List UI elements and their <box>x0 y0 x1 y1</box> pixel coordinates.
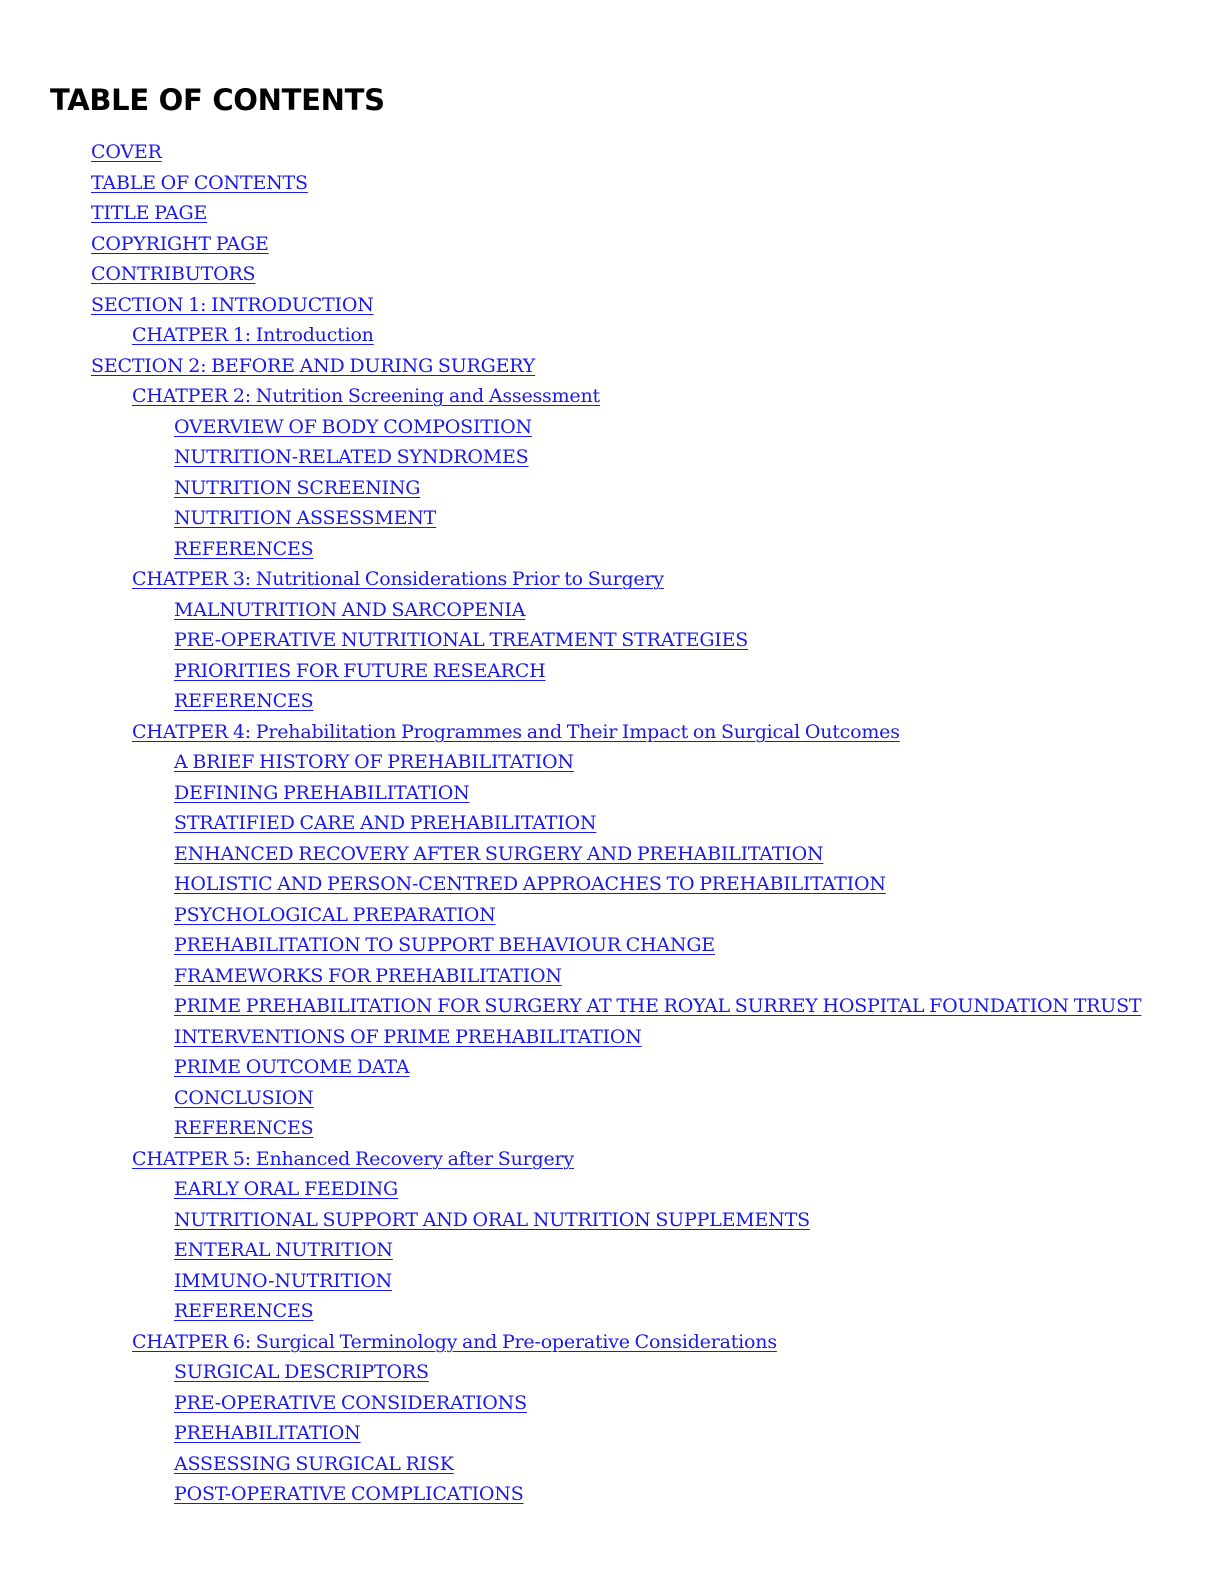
toc-entry <box>0 1480 1141 1511</box>
toc-entry <box>0 321 1141 352</box>
toc-entry <box>0 199 1141 230</box>
toc-link[interactable]: CHATPER 1: Introduction <box>132 324 374 346</box>
toc-link[interactable]: INTERVENTIONS OF PRIME PREHABILITATION <box>174 1025 642 1048</box>
toc-link[interactable]: CONCLUSION <box>174 1086 314 1109</box>
toc-link[interactable]: SECTION 2: BEFORE AND DURING SURGERY <box>91 354 536 377</box>
toc-heading: TABLE OF CONTENTS <box>50 83 385 117</box>
toc-link[interactable]: HOLISTIC AND PERSON-CENTRED APPROACHES TO PREHABILITATION <box>174 873 886 895</box>
toc-entry <box>0 657 1141 688</box>
toc-entry <box>0 413 1141 444</box>
toc-link[interactable]: TITLE PAGE <box>91 202 208 224</box>
toc-link[interactable]: REFERENCES <box>174 690 314 712</box>
toc-link[interactable]: CHATPER 4: Prehabilitation Programmes and Their Impact on Surgical Outcomes <box>132 720 900 743</box>
toc-entry <box>0 962 1141 993</box>
toc-link[interactable]: PRIORITIES FOR FUTURE RESEARCH <box>174 659 546 682</box>
toc-entry <box>0 687 1141 718</box>
toc-link[interactable]: ASSESSING SURGICAL RISK <box>174 1452 454 1475</box>
toc-link[interactable]: STRATIFIED CARE AND PREHABILITATION <box>174 812 597 834</box>
toc-entry <box>0 382 1141 413</box>
toc-link[interactable]: PREHABILITATION <box>174 1422 361 1444</box>
toc-link[interactable]: CHATPER 5: Enhanced Recovery after Surgery <box>132 1147 574 1170</box>
toc-entry <box>0 565 1141 596</box>
toc-link[interactable]: COPYRIGHT PAGE <box>91 232 269 255</box>
toc-entry <box>0 260 1141 291</box>
toc-entry <box>0 291 1141 322</box>
toc-entry <box>0 840 1141 871</box>
toc-link[interactable]: TABLE OF CONTENTS <box>91 171 308 194</box>
toc-link[interactable]: DEFINING PREHABILITATION <box>174 781 470 804</box>
toc-link[interactable]: FRAMEWORKS FOR PREHABILITATION <box>174 964 562 987</box>
toc-link[interactable]: REFERENCES <box>174 1300 314 1322</box>
toc-link[interactable]: CONTRIBUTORS <box>91 263 256 285</box>
toc-entry <box>0 596 1141 627</box>
toc-entry <box>0 1236 1141 1267</box>
toc-link[interactable]: CHATPER 6: Surgical Terminology and Pre-operative Considerations <box>132 1330 777 1353</box>
toc-link[interactable]: ENTERAL NUTRITION <box>174 1239 393 1261</box>
toc-link[interactable]: ENHANCED RECOVERY AFTER SURGERY AND PREHABILITATION <box>174 842 824 865</box>
toc-entry <box>0 779 1141 810</box>
toc-link[interactable]: PRIME PREHABILITATION FOR SURGERY AT THE ROYAL SURREY HOSPITAL FOUNDATION TRUST <box>174 995 1142 1017</box>
toc-link[interactable]: CHATPER 3: Nutritional Considerations Prior to Surgery <box>132 568 664 590</box>
toc-entry <box>0 1297 1141 1328</box>
toc-entry <box>0 931 1141 962</box>
toc-entry <box>0 230 1141 261</box>
toc-link[interactable]: PREHABILITATION TO SUPPORT BEHAVIOUR CHANGE <box>174 934 715 956</box>
toc-entry <box>0 870 1141 901</box>
toc-link[interactable]: EARLY ORAL FEEDING <box>174 1178 399 1200</box>
toc-link[interactable]: A BRIEF HISTORY OF PREHABILITATION <box>174 751 574 773</box>
toc-link[interactable]: PRE-OPERATIVE CONSIDERATIONS <box>174 1391 527 1414</box>
toc-link[interactable]: SURGICAL DESCRIPTORS <box>174 1361 429 1383</box>
toc-entry <box>0 1114 1141 1145</box>
toc-entry <box>0 1450 1141 1481</box>
toc-entry <box>0 474 1141 505</box>
toc-link[interactable]: REFERENCES <box>174 537 314 560</box>
toc-entry <box>0 1206 1141 1237</box>
toc-link[interactable]: IMMUNO-NUTRITION <box>174 1269 393 1292</box>
toc-link[interactable]: NUTRITION-RELATED SYNDROMES <box>174 446 529 468</box>
toc-entry <box>0 1084 1141 1115</box>
toc-link[interactable]: NUTRITION SCREENING <box>174 476 421 499</box>
toc-link[interactable]: SECTION 1: INTRODUCTION <box>91 293 374 316</box>
toc-link[interactable]: POST-OPERATIVE COMPLICATIONS <box>174 1483 524 1505</box>
toc-list <box>0 138 1141 1511</box>
toc-entry <box>0 901 1141 932</box>
toc-entry <box>0 443 1141 474</box>
toc-entry <box>0 1358 1141 1389</box>
toc-link[interactable]: PRIME OUTCOME DATA <box>174 1056 410 1078</box>
toc-entry <box>0 1328 1141 1359</box>
toc-entry <box>0 1389 1141 1420</box>
toc-entry <box>0 1053 1141 1084</box>
toc-entry <box>0 1145 1141 1176</box>
toc-link[interactable]: NUTRITIONAL SUPPORT AND ORAL NUTRITION SUPPLEMENTS <box>174 1208 810 1231</box>
toc-entry <box>0 809 1141 840</box>
toc-entry <box>0 535 1141 566</box>
toc-entry <box>0 169 1141 200</box>
toc-link[interactable]: OVERVIEW OF BODY COMPOSITION <box>174 415 532 438</box>
toc-link[interactable]: NUTRITION ASSESSMENT <box>174 507 437 529</box>
toc-entry <box>0 1419 1141 1450</box>
toc-entry <box>0 748 1141 779</box>
toc-entry <box>0 504 1141 535</box>
toc-link[interactable]: CHATPER 2: Nutrition Screening and Assessment <box>132 385 600 407</box>
toc-link[interactable]: REFERENCES <box>174 1117 314 1139</box>
toc-entry <box>0 352 1141 383</box>
toc-entry <box>0 1267 1141 1298</box>
toc-entry <box>0 1175 1141 1206</box>
toc-entry <box>0 626 1141 657</box>
toc-link[interactable]: PRE-OPERATIVE NUTRITIONAL TREATMENT STRATEGIES <box>174 629 749 651</box>
toc-entry <box>0 992 1141 1023</box>
toc-link[interactable]: COVER <box>91 141 162 163</box>
toc-link[interactable]: MALNUTRITION AND SARCOPENIA <box>174 598 526 621</box>
toc-entry <box>0 138 1141 169</box>
toc-entry <box>0 718 1141 749</box>
toc-entry <box>0 1023 1141 1054</box>
toc-link[interactable]: PSYCHOLOGICAL PREPARATION <box>174 903 496 926</box>
